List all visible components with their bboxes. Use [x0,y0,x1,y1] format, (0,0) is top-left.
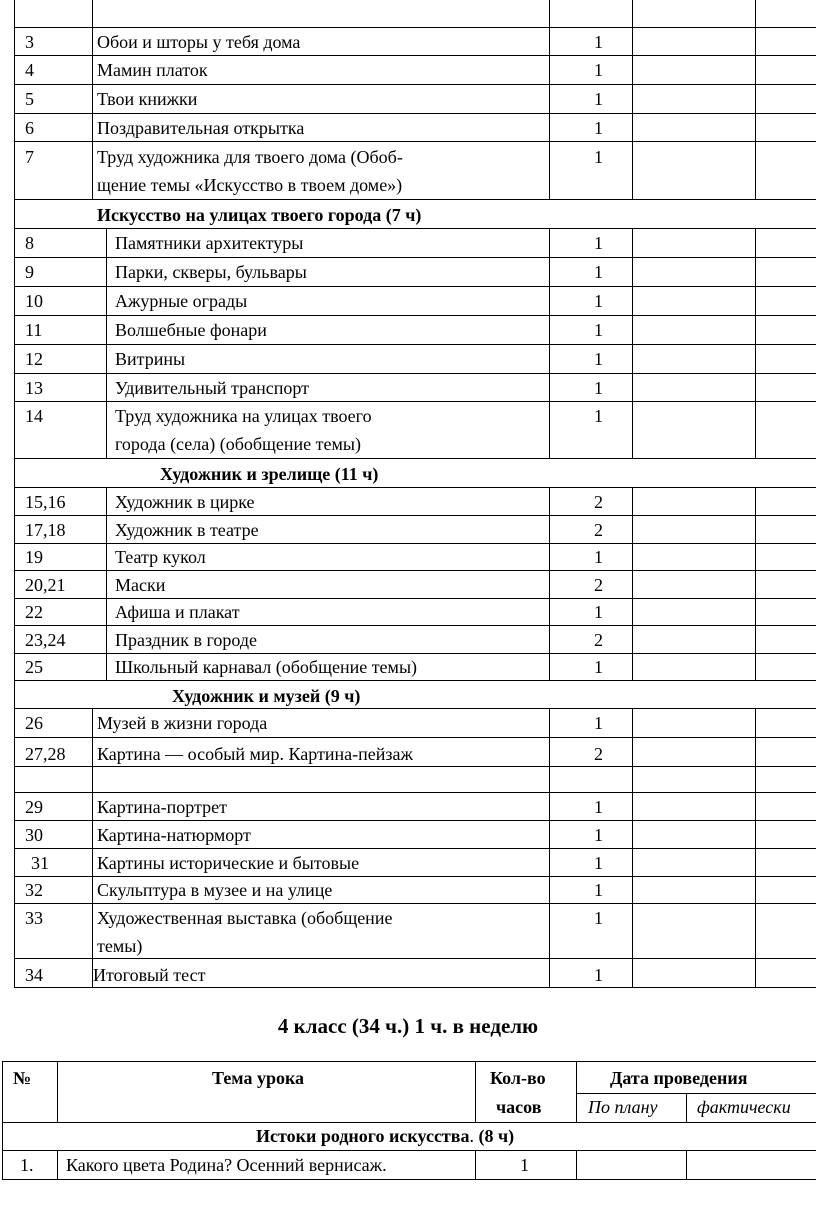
row-hours: 1 [594,60,603,80]
row-num: 10 [25,291,43,311]
row-hours: 1 [594,880,603,900]
header-date-plan: По плану [588,1097,658,1117]
section-title: Истоки родного искусства [256,1126,470,1146]
row-num: 22 [25,602,43,622]
row-hours: 1 [594,908,603,928]
row-topic: Итоговый тест [93,965,206,985]
row-hours: 1 [594,233,603,253]
row-topic-line2: темы) [97,936,143,956]
row-hours: 1 [594,320,603,340]
row-num: 31 [31,853,49,873]
row-topic: Парки, скверы, бульвары [115,262,307,282]
row-topic: Удивительный транспорт [115,378,310,398]
row-topic-line2: города (села) (обобщение темы) [115,434,361,454]
row-hours: 1 [594,89,603,109]
row-topic: Памятники архитектуры [115,233,304,253]
row-num: 33 [25,908,43,928]
row-hours: 1 [594,547,603,567]
row-topic-line1: Труд художника для твоего дома (Обоб- [97,147,403,167]
row-num: 6 [25,118,34,138]
row-num: 30 [25,825,43,845]
row-topic-line2: щение темы «Искусство в твоем доме») [97,175,403,195]
row-hours: 1 [520,1155,529,1175]
row-topic: Твои книжки [97,89,198,109]
row-num: 25 [25,657,43,677]
row-topic: Картина-натюрморт [97,825,251,845]
grade-4-title: 4 класс (34 ч.) 1 ч. в неделю [277,1014,539,1038]
row-topic: Поздравительная открытка [97,118,305,138]
row-num: 8 [25,233,34,253]
section-dot: . [469,1126,474,1146]
row-num: 32 [25,880,43,900]
row-topic: Картина — особый мир. Картина-пейзаж [97,744,413,764]
row-topic: Картина-портрет [97,797,227,817]
row-hours: 2 [594,520,603,540]
row-num: 19 [25,547,43,567]
row-topic: Музей в жизни города [97,713,268,733]
row-hours: 1 [594,147,603,167]
row-num: 23,24 [25,630,66,650]
section-heading: Художник и музей (9 ч) [172,686,361,706]
row-hours: 1 [594,965,603,985]
row-topic: Художник в цирке [115,492,255,512]
row-topic: Витрины [115,349,186,369]
row-hours: 1 [594,825,603,845]
row-topic: Афиша и плакат [115,602,240,622]
row-topic-line1: Труд художника на улицах твоего [115,406,372,426]
row-topic: Театр кукол [115,547,206,567]
row-num: 12 [25,349,43,369]
row-topic: Праздник в городе [115,630,258,650]
row-hours: 2 [594,744,603,764]
row-topic: Волшебные фонари [115,320,267,340]
row-num: 27,28 [25,744,66,764]
row-topic: Скульптура в музее и на улице [97,880,333,900]
row-topic: Маски [115,575,166,595]
row-topic: Мамин платок [97,60,208,80]
row-num: 1. [20,1155,34,1175]
row-num: 11 [25,320,43,340]
section-hours: (8 ч) [478,1126,515,1146]
row-hours: 1 [594,291,603,311]
header-hours-line2: часов [496,1097,542,1117]
row-num: 17,18 [25,520,66,540]
row-hours: 1 [594,32,603,52]
row-topic-line1: Художественная выставка (обобщение [97,908,393,928]
row-topic: Художник в театре [115,520,259,540]
row-topic: Картины исторические и бытовые [97,853,360,873]
row-hours: 2 [594,575,603,595]
row-hours: 1 [594,406,603,426]
row-num: 9 [25,262,34,282]
header-date: Дата проведения [610,1068,748,1088]
row-hours: 1 [594,349,603,369]
row-hours: 1 [594,378,603,398]
row-hours: 1 [594,713,603,733]
row-num: 4 [25,60,34,80]
row-num: 7 [25,147,34,167]
row-num: 34 [25,965,43,985]
row-topic: Школьный карнавал (обобщение темы) [115,657,418,677]
row-hours: 1 [594,118,603,138]
row-hours: 1 [594,797,603,817]
section-heading: Художник и зрелище (11 ч) [160,464,379,484]
section-heading [256,1126,514,1146]
header-hours-line1: Кол-во [490,1068,546,1088]
row-num: 15,16 [25,492,66,512]
header-topic: Тема урока [212,1068,305,1088]
header-date-fact: фактически [697,1097,791,1117]
row-topic: Ажурные ограды [115,291,248,311]
row-hours: 1 [594,657,603,677]
row-num: 13 [25,378,43,398]
row-hours: 2 [594,492,603,512]
row-hours: 1 [594,602,603,622]
row-num: 14 [25,406,43,426]
section-heading: Искусство на улицах твоего города (7 ч) [97,205,422,225]
row-num: 26 [25,713,43,733]
row-hours: 2 [594,630,603,650]
row-topic: Какого цвета Родина? Осенний вернисаж. [66,1155,387,1175]
row-num: 5 [25,89,34,109]
header-num: № [13,1068,32,1088]
row-topic: Обои и шторы у тебя дома [97,32,301,52]
row-num: 29 [25,797,43,817]
row-hours: 1 [594,262,603,282]
row-num: 20,21 [25,575,66,595]
row-hours: 1 [594,853,603,873]
row-num: 3 [25,32,34,52]
